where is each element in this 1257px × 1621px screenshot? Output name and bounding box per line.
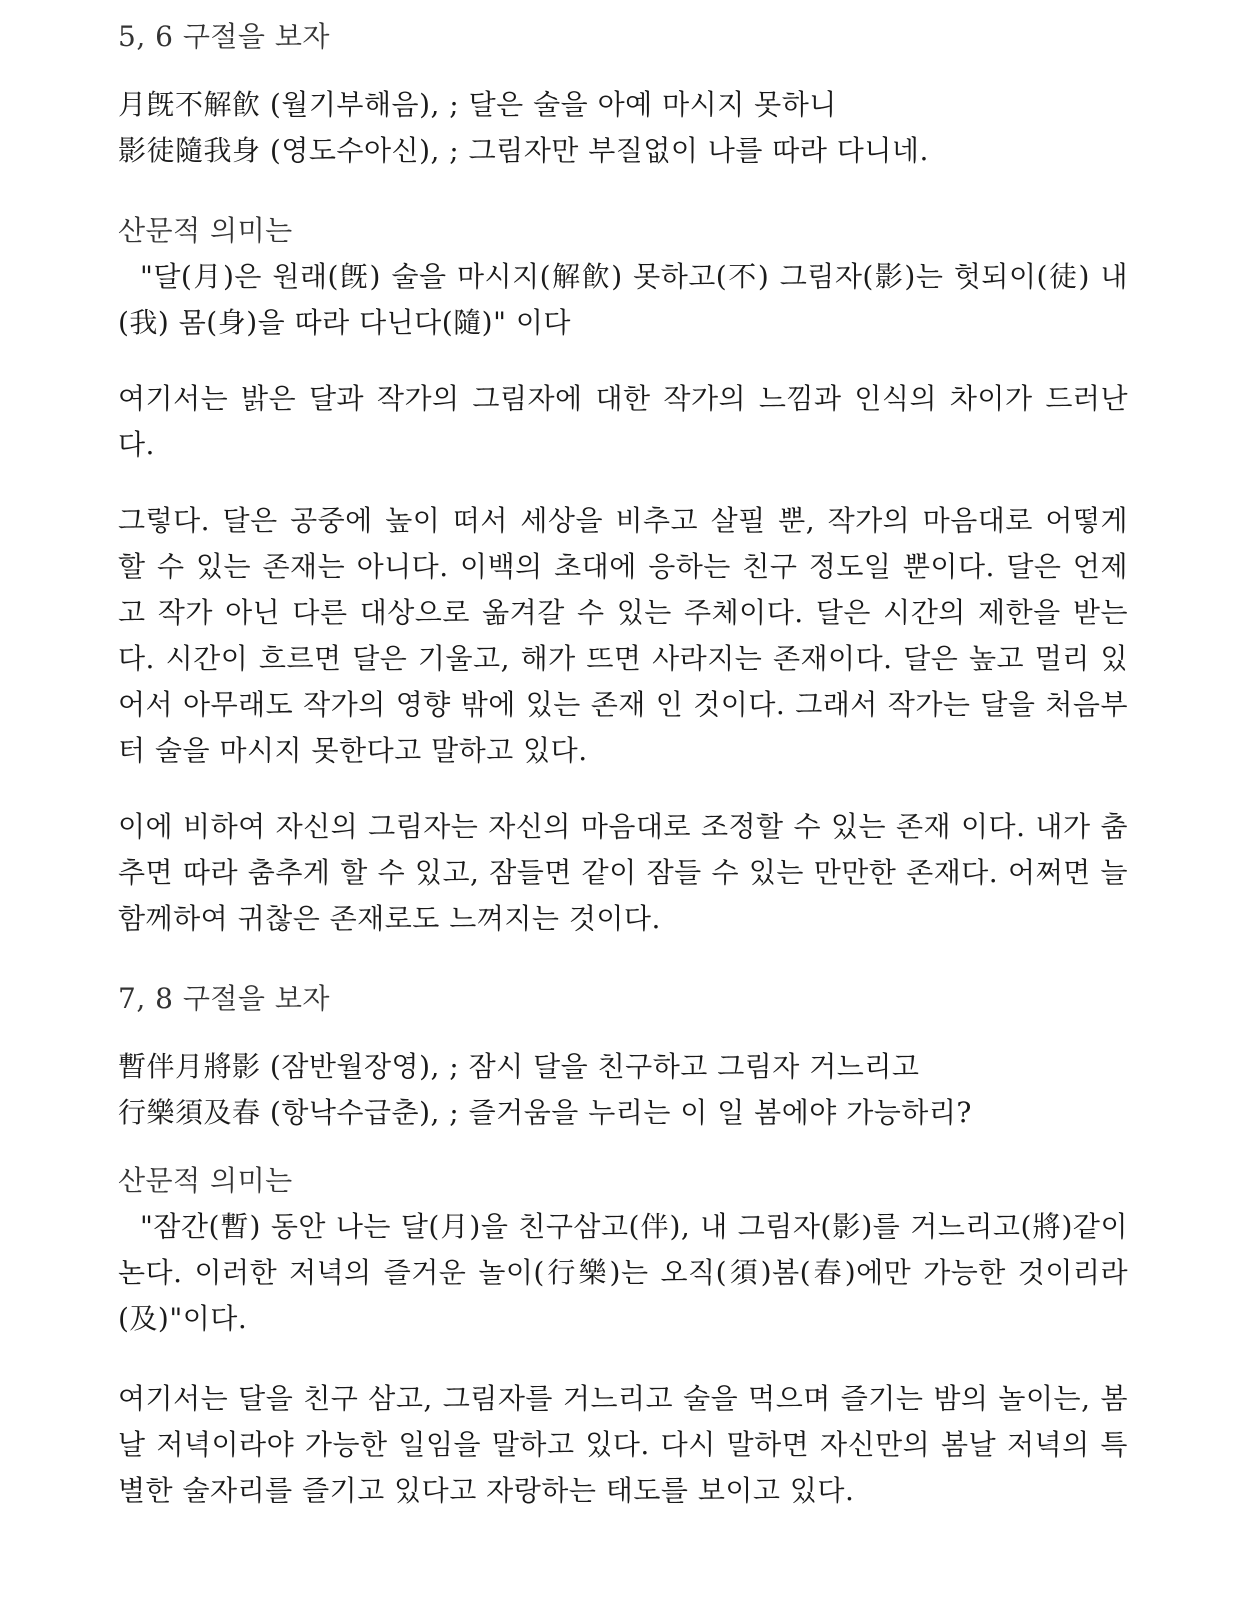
- spacer: [118, 1342, 1128, 1376]
- section-56-heading: 5, 6 구절을 보자: [118, 20, 330, 53]
- spacer: [118, 468, 1128, 498]
- section-56-paragraph-2: 그렇다. 달은 공중에 높이 떠서 세상을 비추고 살필 뿐, 작가의 마음대로 어떻게 할 수 있는 존재는 아니다. 이백의 초대에 응하는 친구 정도일 뿐이다. 달은 언제고 작가 아닌 다른 대상으로 옮겨갈 수 있는 주체이다. 달은 시간의 제한을 받는다. 시간이 흐르면 달은 기울고, 해가 뜨면 사라지는 존재이다. 달은 높고 멀리 있어서 아무래도 작가의 영향 밖에 있는 존재 인 것이다. 그래서 작가는 달을 처음부터 술을 마시지 못한다고 말하고 있다.: [118, 504, 1128, 767]
- section-56-paragraph-3: 이에 비하여 자신의 그림자는 자신의 마음대로 조정할 수 있는 존재 이다. 내가 춤추면 따라 춤추게 할 수 있고, 잠들면 같이 잠들 수 있는 만만한 존재다. 어쩌면 늘 함께하여 귀찮은 존재로도 느껴지는 것이다.: [118, 810, 1128, 935]
- section-56-verse-line-1: 月旣不解飮 (월기부해음), ; 달은 술을 아예 마시지 못하니: [118, 88, 837, 121]
- spacer: [118, 942, 1128, 976]
- section-78-verse-line-1: 暫伴月將影 (잠반월장영), ; 잠시 달을 친구하고 그림자 거느리고: [118, 1050, 920, 1083]
- section-78-heading: 7, 8 구절을 보자: [118, 982, 330, 1015]
- spacer: [118, 774, 1128, 804]
- section-78-paragraph-1: 여기서는 달을 친구 삼고, 그림자를 거느리고 술을 먹으며 즐기는 밤의 놀이는, 봄날 저녁이라야 가능한 일임을 말하고 있다. 다시 말하면 자신만의 봄날 저녁의 특별한 술자리를 즐기고 있다고 자랑하는 태도를 보이고 있다.: [118, 1382, 1128, 1507]
- section-78-verse-line-2: 行樂須及春 (항낙수급춘), ; 즐거움을 누리는 이 일 봄에야 가능하리?: [118, 1096, 972, 1129]
- section-78-prose-meaning: "잠간(暫) 동안 나는 달(月)을 친구삼고(伴), 내 그림자(影)를 거느리고(將)같이 논다. 이러한 저녁의 즐거운 놀이(行樂)는 오직(須)봄(春)에만 가능한 것이리라(及)"이다.: [118, 1210, 1128, 1335]
- section-56-paragraph-1: 여기서는 밝은 달과 작가의 그림자에 대한 작가의 느낌과 인식의 차이가 드러난다.: [118, 382, 1128, 461]
- spacer: [118, 1022, 1128, 1044]
- section-78-prose-heading: 산문적 의미는: [118, 1164, 293, 1197]
- spacer: [118, 346, 1128, 376]
- spacer: [118, 60, 1128, 82]
- spacer: [118, 1136, 1128, 1158]
- document-page: [118, 14, 1128, 1514]
- spacer: [118, 174, 1128, 208]
- section-56-prose-heading: 산문적 의미는: [118, 214, 293, 247]
- section-56-prose-meaning: "달(月)은 원래(旣) 술을 마시지(解飮) 못하고(不) 그림자(影)는 헛되이(徒) 내(我) 몸(身)을 따라 다닌다(隨)" 이다: [118, 260, 1128, 339]
- section-56-verse-line-2: 影徒隨我身 (영도수아신), ; 그림자만 부질없이 나를 따라 다니네.: [118, 134, 929, 167]
